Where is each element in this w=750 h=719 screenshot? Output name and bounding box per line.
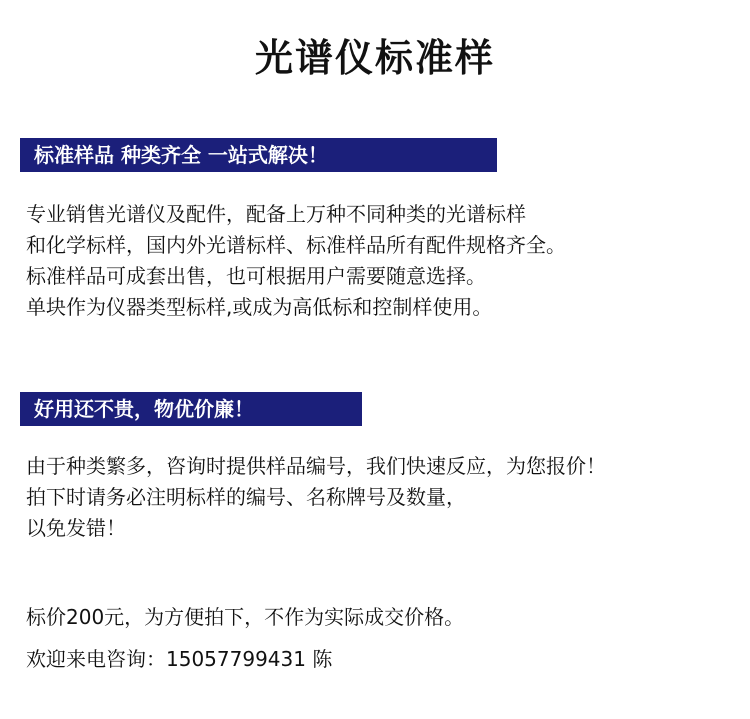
text-line: 专业销售光谱仪及配件，配备上万种不同种类的光谱标样 <box>26 202 526 226</box>
banner-text: 好用还不贵，物优价廉！ <box>34 397 254 421</box>
price-note: 标价200元，为方便拍下，不作为实际成交价格。 <box>26 605 465 629</box>
intro-text-block <box>26 199 566 323</box>
banner-text: 标准样品 种类齐全 一站式解决！ <box>34 143 328 167</box>
contact-phone: 欢迎来电咨询：15057799431 陈 <box>26 647 333 671</box>
text-line: 和化学标样，国内外光谱标样、标准样品所有配件规格齐全。 <box>26 233 566 257</box>
page-title: 光谱仪标准样 <box>254 36 495 80</box>
section-banner-value <box>20 392 362 426</box>
text-line: 标准样品可成套出售，也可根据用户需要随意选择。 <box>26 264 486 288</box>
text-line: 单块作为仪器类型标样,或成为高低标和控制样使用。 <box>26 295 493 319</box>
section-banner-standard-samples <box>20 138 497 172</box>
text-line: 拍下时请务必注明标样的编号、名称牌号及数量， <box>26 485 466 509</box>
contact-text-block <box>26 596 464 680</box>
ordering-text-block <box>26 451 606 544</box>
text-line: 由于种类繁多，咨询时提供样品编号，我们快速反应，为您报价！ <box>26 454 606 478</box>
text-line: 以免发错！ <box>26 516 126 540</box>
